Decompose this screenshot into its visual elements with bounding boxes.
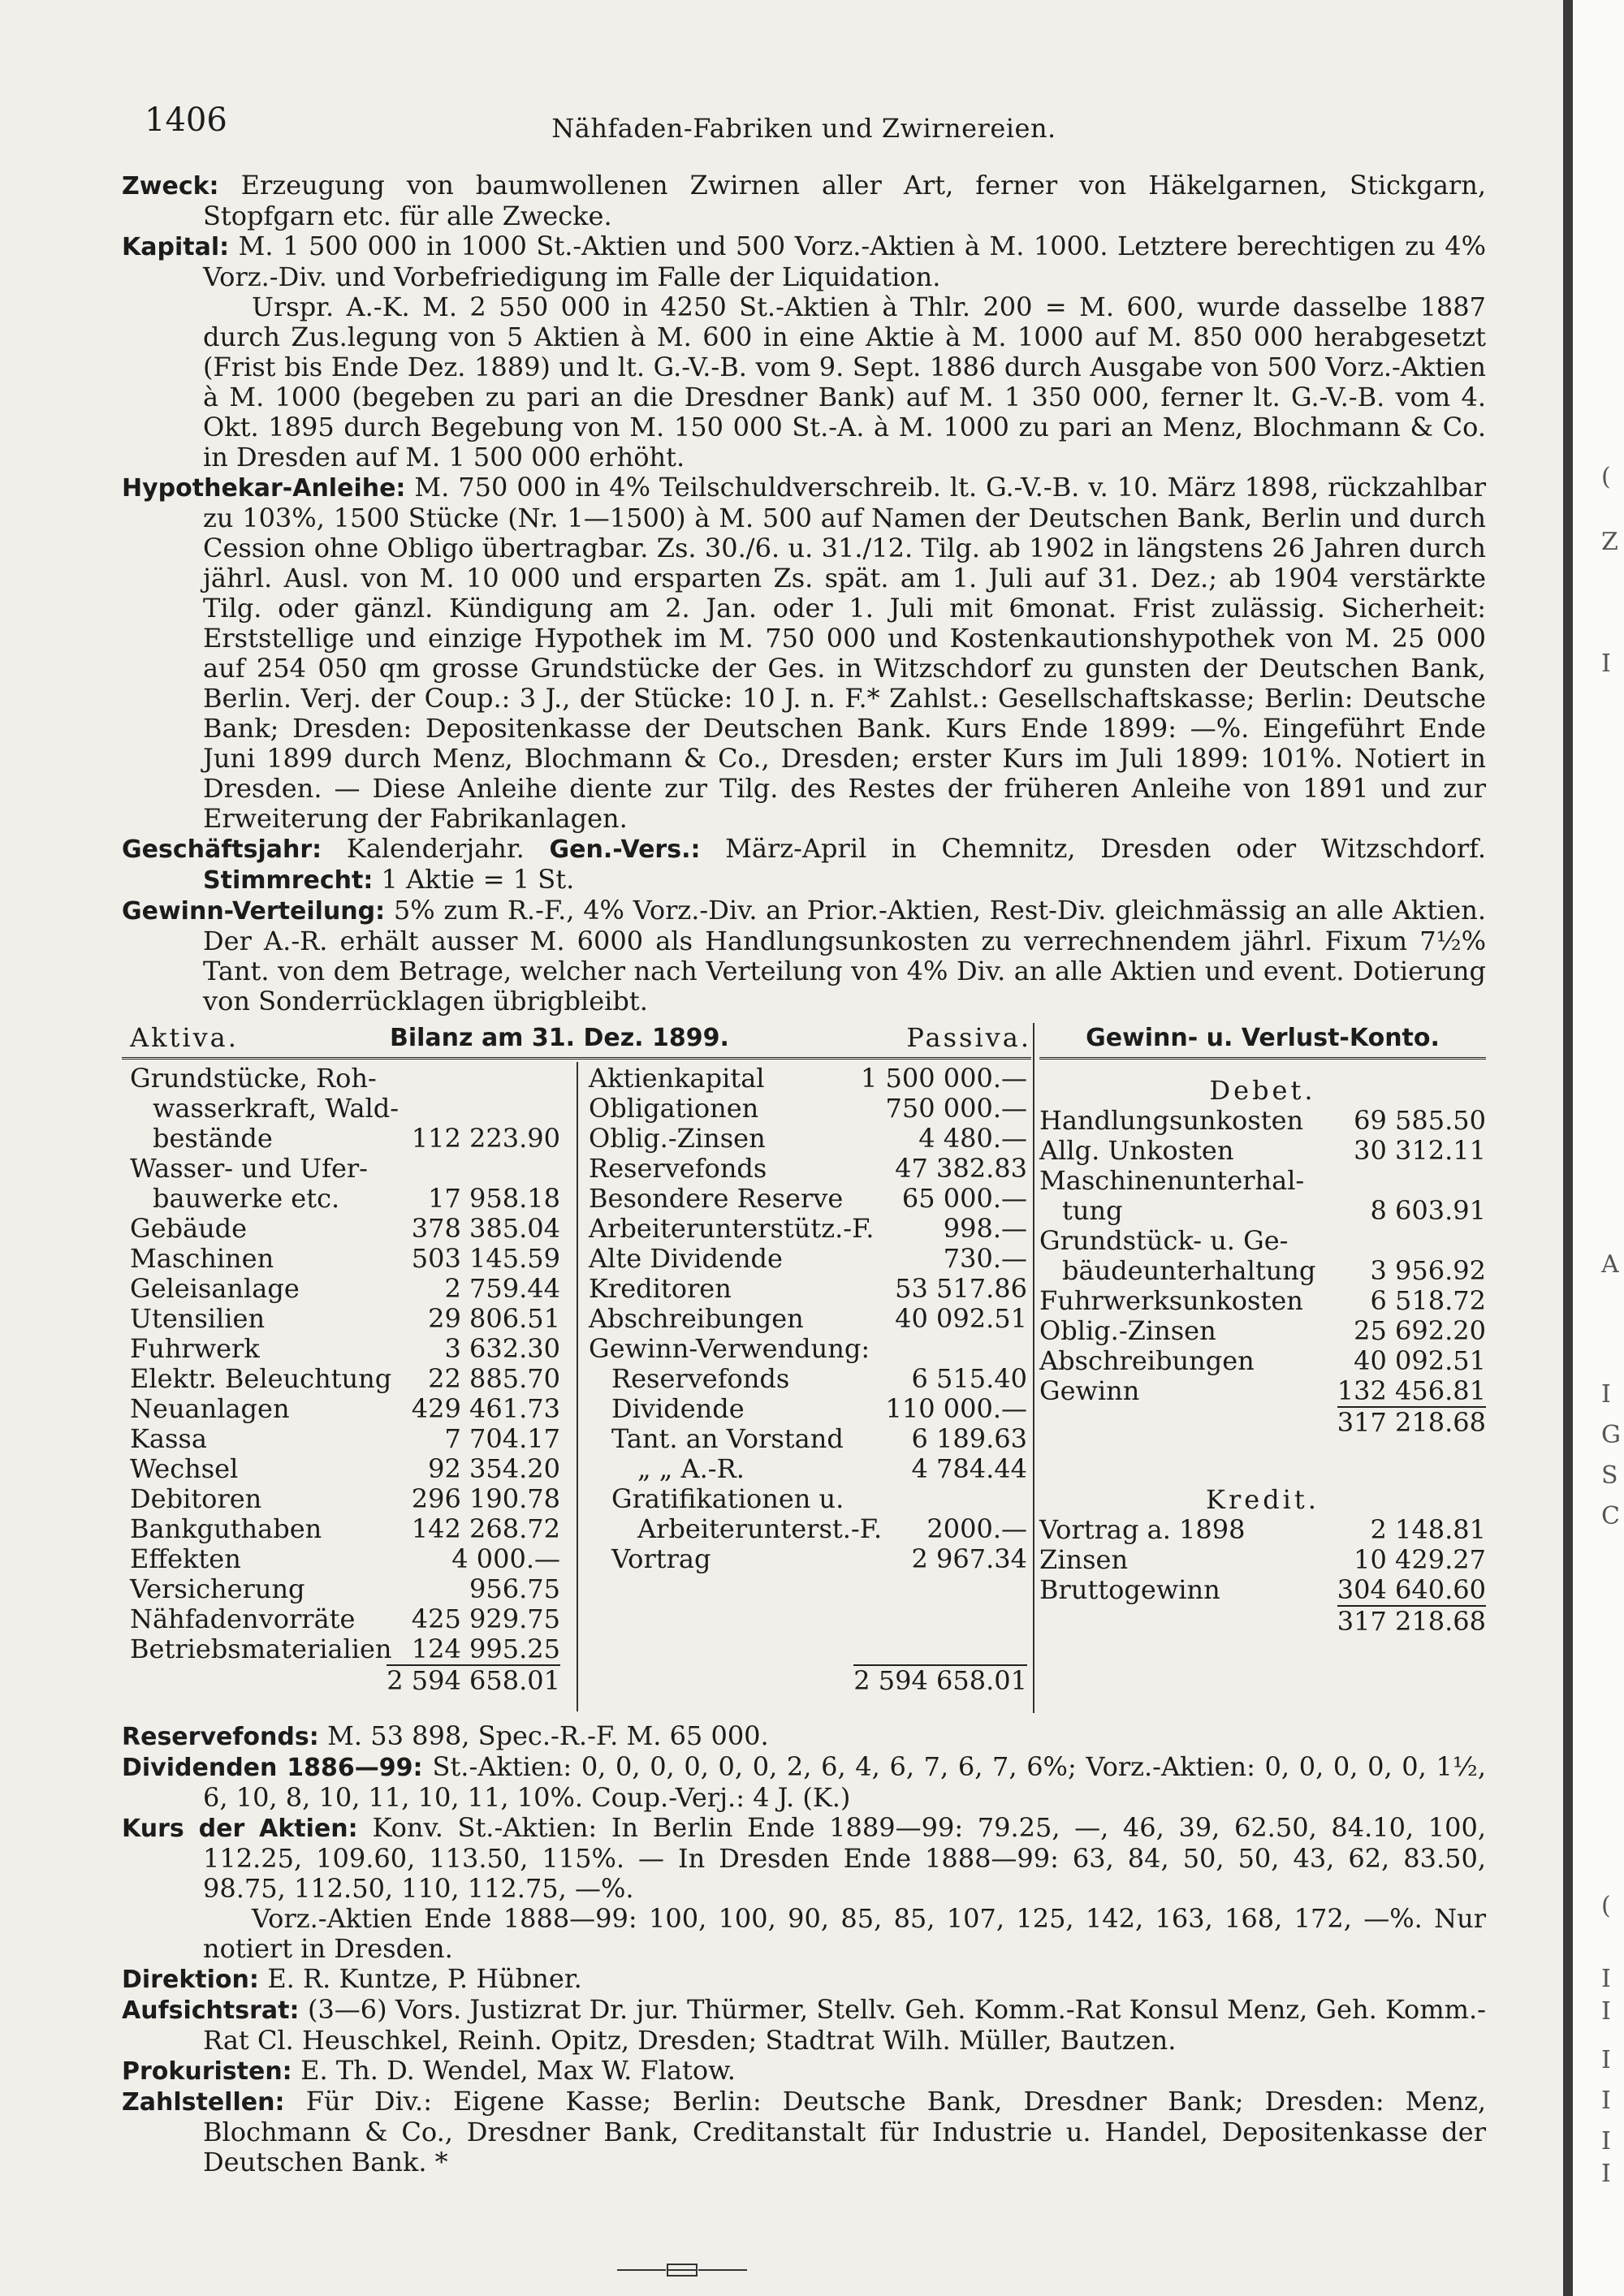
aktiva-row — [130, 1184, 560, 1214]
aktiva-row — [130, 1244, 560, 1274]
footer-entry — [122, 1904, 1486, 1964]
passiva-row — [589, 1514, 1027, 1544]
edge-letter: C — [1601, 1502, 1620, 1530]
passiva-item-name: Reservefonds — [611, 1363, 790, 1394]
aktiva-item-value — [438, 1064, 560, 1094]
passiva-item-value: 1 500 000.— — [860, 1063, 1027, 1094]
footer-label: Dividenden 1886—99: — [122, 1754, 433, 1782]
passiva-item-name: Reservefonds — [589, 1153, 767, 1184]
debet-label: Debet. — [1209, 1075, 1316, 1106]
footer-label: Prokuristen: — [122, 2057, 301, 2086]
footer-label: Aufsichtsrat: — [122, 1996, 308, 2025]
debet-item-name: bäudeunterhaltung — [1062, 1255, 1316, 1286]
gewinn-text: 5% zum R.-F., 4% Vorz.-Div. an Prior.-Aktien, Rest-Div. gleichmässig an alle Aktien. Der A.-R. erhält ausser M. 6000 als Handlungsunkosten zu verrechnendem jährl. Fixum 7½% Tant. von dem Betrage, welcher nach Verteilung von 4% Div. an alle Aktien und event. Dotierung von Sonderrücklagen übrigbleibt. — [203, 895, 1487, 1016]
gewinn-label: Gewinn-Verteilung: — [122, 897, 386, 926]
footer-entry — [122, 1964, 1486, 1995]
bilanz-table — [122, 1022, 1031, 1696]
passiva-item-name: Abschreibungen — [589, 1303, 804, 1334]
debet-total-value: 317 218.68 — [1337, 1407, 1486, 1438]
debet-item-name: Handlungsunkosten — [1039, 1105, 1304, 1136]
passiva-row — [589, 1484, 1027, 1514]
book-spine — [1563, 0, 1573, 2296]
kredit-item-value: 2 148.81 — [1370, 1514, 1486, 1545]
aktiva-item-value: 3 632.30 — [444, 1333, 560, 1364]
debet-row — [1039, 1166, 1486, 1196]
facing-page-edge — [1573, 0, 1624, 2296]
footer-text: St.-Aktien: 0, 0, 0, 0, 0, 0, 2, 6, 4, 6, 7, 6, 7, 6%; Vorz.-Aktien: 0, 0, 0, 0, 0, 1½, 6, 10, 8, 10, 11, 10, 11, 10%. Coup.-Verj.: 4 J. (K.) — [203, 1751, 1487, 1813]
passiva-item-name: Besondere Reserve — [589, 1183, 844, 1214]
aktiva-item-value: 429 461.73 — [411, 1393, 560, 1424]
aktiva-item-value — [438, 1094, 560, 1124]
footer-text: (3—6) Vors. Justizrat Dr. jur. Thürmer, Stellv. Geh. Komm.-Rat Konsul Menz, Geh. Komm.-Rat Cl. Heuschkel, Reinh. Opitz, Dresden; Stadtrat Wilh. Müller, Bautzen. — [203, 1994, 1486, 2056]
gv-title: Gewinn- u. Verlust-Konto. — [1039, 1023, 1486, 1060]
aktiva-row — [130, 1124, 560, 1154]
aktiva-item-name: Nähfadenvorräte — [130, 1603, 356, 1634]
debet-item-value: 30 312.11 — [1354, 1135, 1486, 1166]
passiva-item-name: Arbeiterunterstütz.-F. — [589, 1213, 875, 1244]
aktiva-label: Aktiva. — [130, 1022, 239, 1053]
kapital-label: Kapital: — [122, 233, 230, 261]
aktiva-item-value: 7 704.17 — [444, 1423, 560, 1454]
passiva-total-spacer — [589, 1604, 1027, 1634]
aktiva-item-name: Neuanlagen — [130, 1393, 290, 1424]
zweck-label: Zweck: — [122, 172, 219, 201]
kapital-section — [122, 231, 1486, 292]
aktiva-item-value: 29 806.51 — [428, 1303, 560, 1334]
kredit-item-value: 10 429.27 — [1354, 1544, 1486, 1575]
passiva-item-value: 6 515.40 — [911, 1363, 1027, 1394]
aktiva-item-name: Grundstücke, Roh- — [130, 1063, 377, 1094]
footer-text: Vorz.-Aktien Ende 1888—99: 100, 100, 90, 85, 85, 107, 125, 142, 163, 168, 172, —%. Nur notiert in Dresden. — [203, 1903, 1486, 1964]
aktiva-item-name: Versicherung — [130, 1573, 305, 1604]
passiva-item-name: Aktienkapital — [589, 1063, 765, 1094]
debet-item-name: Allg. Unkosten — [1039, 1135, 1234, 1166]
geschaeft-section — [122, 834, 1486, 896]
passiva-total-spacer — [589, 1574, 1027, 1604]
aktiva-total — [130, 1664, 560, 1694]
aktiva-row — [130, 1334, 560, 1364]
footer-entry — [122, 2087, 1486, 2177]
aktiva-item-name: Kassa — [130, 1423, 207, 1454]
debet-item-name: Gewinn — [1039, 1375, 1140, 1406]
kredit-label: Kredit. — [1206, 1484, 1320, 1515]
aktiva-row — [130, 1634, 560, 1664]
aktiva-row — [130, 1484, 560, 1514]
genvers-label: Gen.-Vers.: — [549, 835, 701, 864]
kredit-item-name: Vortrag a. 1898 — [1039, 1514, 1246, 1545]
aktiva-item-value: 503 145.59 — [411, 1243, 560, 1274]
hypothek-section — [122, 473, 1486, 834]
passiva-item-name: Alte Dividende — [589, 1243, 783, 1274]
passiva-item-value: 65 000.— — [901, 1183, 1027, 1214]
aktiva-item-name: Utensilien — [130, 1303, 266, 1334]
footer-text: E. Th. D. Wendel, Max W. Flatow. — [300, 2055, 736, 2086]
debet-total — [1039, 1406, 1486, 1436]
aktiva-item-name: Wasser- und Ufer- — [130, 1153, 368, 1184]
edge-letter: G — [1601, 1421, 1621, 1449]
aktiva-item-name: Geleisanlage — [130, 1273, 300, 1304]
aktiva-row — [130, 1604, 560, 1634]
page-number: 1406 — [145, 101, 227, 139]
document-page — [122, 101, 1487, 2177]
footer-entry — [122, 1721, 1486, 1752]
aktiva-item-value: 378 385.04 — [411, 1213, 560, 1244]
aktiva-item-name: wasserkraft, Wald- — [153, 1093, 400, 1124]
edge-letter: I — [1601, 1965, 1611, 1993]
aktiva-item-name: Debitoren — [130, 1483, 262, 1514]
passiva-item-value: 750 000.— — [885, 1093, 1027, 1124]
aktiva-item-name: Betriebsmaterialien — [130, 1634, 392, 1664]
passiva-item-value — [905, 1484, 1027, 1514]
passiva-item-name: Obligationen — [589, 1093, 759, 1124]
passiva-row — [589, 1394, 1027, 1424]
passiva-total — [589, 1664, 1027, 1694]
passiva-item-name: Arbeiterunterst.-F. — [637, 1513, 883, 1544]
footer-label: Reservefonds: — [122, 1723, 328, 1751]
footer-entry — [122, 1813, 1486, 1904]
aktiva-row — [130, 1214, 560, 1244]
edge-letter: I — [1601, 2160, 1611, 2188]
debet-row — [1039, 1286, 1486, 1316]
passiva-item-value: 53 517.86 — [895, 1273, 1027, 1304]
passiva-item-value: 4 480.— — [918, 1123, 1027, 1154]
gv-gap — [1039, 1436, 1486, 1485]
passiva-item-name: Kreditoren — [589, 1273, 732, 1304]
passiva-row — [589, 1124, 1027, 1154]
aktiva-item-name: Effekten — [130, 1543, 241, 1574]
debet-item-value: 25 692.20 — [1354, 1315, 1486, 1346]
aktiva-row — [130, 1094, 560, 1124]
passiva-item-value: 2 967.34 — [911, 1543, 1027, 1574]
aktiva-item-name: Fuhrwerk — [130, 1333, 260, 1364]
aktiva-row — [130, 1394, 560, 1424]
debet-item-name: Oblig.-Zinsen — [1039, 1315, 1216, 1346]
zweck-section — [122, 170, 1486, 231]
hypothek-label: Hypothekar-Anleihe: — [122, 474, 406, 503]
passiva-item-value: 40 092.51 — [895, 1303, 1027, 1334]
passiva-item-name: „ „ A.-R. — [637, 1453, 745, 1484]
aktiva-row — [130, 1424, 560, 1454]
aktiva-item-value: 124 995.25 — [411, 1634, 560, 1664]
footer-label: Direktion: — [122, 1966, 268, 1994]
kredit-row — [1039, 1545, 1486, 1575]
passiva-item-value: 998.— — [943, 1213, 1027, 1244]
passiva-item-value — [905, 1334, 1027, 1364]
passiva-item-name: Tant. an Vorstand — [611, 1423, 844, 1454]
debet-item-value: 40 092.51 — [1354, 1345, 1486, 1376]
stimmrecht-text: 1 Aktie = 1 St. — [381, 864, 575, 895]
edge-letter: I — [1601, 1380, 1611, 1409]
financial-tables — [122, 1023, 1486, 1721]
hypothek-text: M. 750 000 in 4% Teilschuldverschreib. lt. G.-V.-B. v. 10. März 1898, rückzahlbar zu 103%, 1500 Stücke (Nr. 1—1500) à M. 500 auf Namen der Deutschen Bank, Berlin und durch Cession ohne Obligo übertragbar. Zs. 30./6. u. 31./12. Tilg. ab 1902 in längstens 26 Jahren durch jährl. Ausl. von M. 10 000 und ersparten Zs. spät. am 1. Juli auf 31. Dez.; ab 1904 verstärkte Tilg. oder gänzl. Kündigung am 2. Jan. oder 1. Juli mit 6monat. Frist zulässig. Sicherheit: Erststellige und einzige Hypothek im M. 750 000 und Kostenkautionshypothek von M. 25 000 auf 254 050 qm grosse Grundstücke der Ges. in Witzschdorf zu gunsten der Deutschen Bank, Berlin. Verj. der Coup.: 3 J., der Stücke: 10 J. n. F.* Zahlst.: Gesellschaftskasse; Berlin: Deutsche Bank; Dresden: Depositenkasse der Deutschen Bank. Kurs Ende 1899: —%. Eingeführt Ende Juni 1899 durch Menz, Blochmann & Co., Dresden; erster Kurs im Juli 1899: 101%. Notiert in Dresden. — Diese Anleihe diente zur Tilg. des Restes der früheren Anleihe von 1891 und zur Erweiterung der Fabrikanlagen. — [203, 472, 1487, 834]
aktiva-row — [130, 1544, 560, 1574]
gv-column — [1039, 1060, 1486, 1635]
aktiva-item-value: 2 759.44 — [444, 1273, 560, 1304]
kapital-history: Urspr. A.-K. M. 2 550 000 in 4250 St.-Aktien à Thlr. 200 = M. 600, wurde dasselbe 1887 durch Zus.legung von 5 Aktien à M. 600 in eine Aktie à M. 1000 auf M. 850 000 herabgesetzt (Frist bis Ende Dez. 1889) und lt. G.-V.-B. vom 9. Sept. 1886 durch Ausgabe von 500 Vorz.-Aktien à M. 1000 (begeben zu pari an die Dresdner Bank) auf M. 1 350 000, ferner lt. G.-V.-B. vom 4. Okt. 1895 durch Begebung von M. 150 000 St.-A. à M. 1000 zu pari an Menz, Blochmann & Co. in Dresden auf M. 1 500 000 erhöht. — [203, 291, 1486, 473]
footer-entry — [122, 1752, 1486, 1813]
edge-letter: I — [1601, 1997, 1611, 2026]
passiva-item-value: 730.— — [943, 1243, 1027, 1274]
edge-letter: I — [1601, 2087, 1611, 2115]
aktiva-item-name: bauwerke etc. — [153, 1183, 340, 1214]
passiva-item-name: Gratifikationen u. — [611, 1483, 844, 1514]
passiva-total-spacer — [589, 1634, 1027, 1664]
aktiva-item-value: 17 958.18 — [428, 1183, 560, 1214]
aktiva-row — [130, 1514, 560, 1544]
kredit-total — [1039, 1605, 1486, 1635]
bilanz-header — [122, 1023, 1031, 1060]
bilanz-divider — [577, 1062, 578, 1711]
aktiva-row — [130, 1454, 560, 1484]
debet-row — [1039, 1226, 1486, 1256]
passiva-label: Passiva. — [906, 1022, 1031, 1053]
aktiva-item-name: Gebäude — [130, 1213, 248, 1244]
debet-item-value — [1364, 1226, 1486, 1256]
footer-text: Konv. St.-Aktien: In Berlin Ende 1889—99: 79.25, —, 46, 39, 62.50, 84.10, 100, 112.25, 109.60, 113.50, 115%. — In Dresden Ende 1888—99: 63, 84, 50, 50, 43, 62, 83.50, 98.75, 112.50, 110, 112.75, —%. — [203, 1812, 1487, 1904]
debet-item-name: Fuhrwerksunkosten — [1039, 1285, 1303, 1316]
geschaeft-text: Kalenderjahr. — [346, 833, 525, 864]
page-header — [122, 101, 1486, 170]
debet-row — [1039, 1136, 1486, 1166]
genvers-text: März-April in Chemnitz, Dresden oder Witzschdorf. — [725, 833, 1487, 864]
aktiva-item-value: 92 354.20 — [428, 1453, 560, 1484]
passiva-row — [589, 1424, 1027, 1454]
debet-row — [1039, 1256, 1486, 1286]
kredit-total-value: 317 218.68 — [1337, 1606, 1486, 1637]
aktiva-item-name: Wechsel — [130, 1453, 239, 1484]
debet-item-value — [1364, 1166, 1486, 1196]
debet-item-name: Maschinenunterhal- — [1039, 1165, 1305, 1196]
edge-letter: ( — [1601, 1892, 1611, 1920]
edge-letter: ( — [1601, 463, 1611, 491]
edge-letter: S — [1601, 1461, 1618, 1490]
passiva-item-name: Dividende — [611, 1393, 745, 1424]
debet-item-value: 132 456.81 — [1337, 1375, 1486, 1406]
aktiva-item-value: 956.75 — [469, 1573, 560, 1604]
footer-text: Für Div.: Eigene Kasse; Berlin: Deutsche Bank, Dresdner Bank; Dresden: Menz, Blochmann & Co., Dresdner Bank, Creditanstalt für Industrie u. Handel, Depositenkasse der Deutschen Bank. * — [203, 2086, 1486, 2177]
aktiva-item-name: Maschinen — [130, 1243, 274, 1274]
aktiva-row — [130, 1064, 560, 1094]
debet-item-name: tung — [1062, 1195, 1123, 1226]
footer-text: E. R. Kuntze, P. Hübner. — [267, 1963, 582, 1994]
running-title: Nähfaden-Fabriken und Zwirnereien. — [551, 113, 1056, 144]
edge-letter: I — [1601, 650, 1611, 678]
debet-row — [1039, 1196, 1486, 1226]
kredit-item-value: 304 640.60 — [1337, 1574, 1486, 1605]
edge-letter: A — [1601, 1250, 1619, 1279]
passiva-row — [589, 1244, 1027, 1274]
kredit-row — [1039, 1515, 1486, 1545]
debet-item-name: Abschreibungen — [1039, 1345, 1255, 1376]
passiva-row — [589, 1214, 1027, 1244]
footer-entry — [122, 2056, 1486, 2087]
aktiva-column — [130, 1064, 560, 1694]
end-ornament — [617, 2261, 747, 2279]
footer-label: Zahlstellen: — [122, 2088, 306, 2117]
passiva-row — [589, 1274, 1027, 1304]
aktiva-row — [130, 1574, 560, 1604]
aktiva-row — [130, 1274, 560, 1304]
passiva-item-value: 110 000.— — [885, 1393, 1027, 1424]
footer-sections — [122, 1721, 1486, 2177]
aktiva-row — [130, 1304, 560, 1334]
aktiva-row — [130, 1154, 560, 1184]
passiva-item-name: Vortrag — [611, 1543, 711, 1574]
debet-row — [1039, 1346, 1486, 1376]
debet-item-value: 69 585.50 — [1354, 1105, 1486, 1136]
aktiva-total-value: 2 594 658.01 — [387, 1665, 560, 1696]
passiva-row — [589, 1304, 1027, 1334]
kapital-text: M. 1 500 000 in 1000 St.-Aktien und 500 Vorz.-Aktien à M. 1000. Letztere berechtigen zu 4% Vorz.-Div. und Vorbefriedigung im Falle der Liquidation. — [203, 231, 1487, 292]
aktiva-row — [130, 1364, 560, 1394]
passiva-row — [589, 1064, 1027, 1094]
passiva-row — [589, 1544, 1027, 1574]
kredit-item-name: Bruttogewinn — [1039, 1574, 1220, 1605]
kredit-item-name: Zinsen — [1039, 1544, 1129, 1575]
aktiva-item-name: Elektr. Beleuchtung — [130, 1363, 392, 1394]
passiva-item-value: 2000.— — [926, 1513, 1027, 1544]
aktiva-item-value: 425 929.75 — [411, 1603, 560, 1634]
passiva-row — [589, 1454, 1027, 1484]
passiva-item-value: 4 784.44 — [911, 1453, 1027, 1484]
gv-konto-table — [1039, 1023, 1486, 1635]
passiva-item-value: 47 382.83 — [895, 1153, 1027, 1184]
footer-entry — [122, 1995, 1486, 2056]
passiva-row — [589, 1364, 1027, 1394]
aktiva-item-value: 142 268.72 — [411, 1513, 560, 1544]
edge-letter: I — [1601, 2046, 1611, 2074]
edge-letter: I — [1601, 2127, 1611, 2156]
debet-row — [1039, 1316, 1486, 1346]
passiva-item-value: 6 189.63 — [911, 1423, 1027, 1454]
footer-text: M. 53 898, Spec.-R.-F. M. 65 000. — [327, 1720, 769, 1751]
bilanz-title: Bilanz am 31. Dez. 1899. — [390, 1024, 729, 1052]
zweck-text: Erzeugung von baumwollenen Zwirnen aller Art, ferner von Häkelgarnen, Stickgarn, Stopfgarn etc. für alle Zwecke. — [203, 170, 1487, 231]
passiva-row — [589, 1154, 1027, 1184]
aktiva-item-value: 22 885.70 — [428, 1363, 560, 1394]
debet-item-value: 8 603.91 — [1370, 1195, 1486, 1226]
stimmrecht-label: Stimmrecht: — [203, 866, 374, 895]
passiva-row — [589, 1094, 1027, 1124]
passiva-item-name: Gewinn-Verwendung: — [589, 1333, 870, 1364]
passiva-item-name: Oblig.-Zinsen — [589, 1123, 766, 1154]
kredit-row — [1039, 1575, 1486, 1605]
passiva-column — [589, 1064, 1027, 1694]
aktiva-item-name: Bankguthaben — [130, 1513, 322, 1544]
passiva-row — [589, 1334, 1027, 1364]
aktiva-item-value — [438, 1154, 560, 1184]
aktiva-item-value: 296 190.78 — [411, 1483, 560, 1514]
aktiva-item-name: bestände — [153, 1123, 273, 1154]
debet-item-value: 6 518.72 — [1370, 1285, 1486, 1316]
edge-letter: Z — [1601, 528, 1618, 556]
passiva-total-value: 2 594 658.01 — [853, 1665, 1027, 1696]
gv-divider — [1033, 1023, 1034, 1713]
gewinn-section — [122, 896, 1486, 1016]
footer-label: Kurs der Aktien: — [122, 1815, 373, 1843]
aktiva-item-value: 4 000.— — [451, 1543, 560, 1574]
debet-item-name: Grundstück- u. Ge- — [1039, 1225, 1289, 1256]
debet-row — [1039, 1106, 1486, 1136]
debet-item-value: 3 956.92 — [1370, 1255, 1486, 1286]
aktiva-item-value: 112 223.90 — [411, 1123, 560, 1154]
debet-row — [1039, 1376, 1486, 1406]
passiva-row — [589, 1184, 1027, 1214]
geschaeft-label: Geschäftsjahr: — [122, 835, 322, 864]
